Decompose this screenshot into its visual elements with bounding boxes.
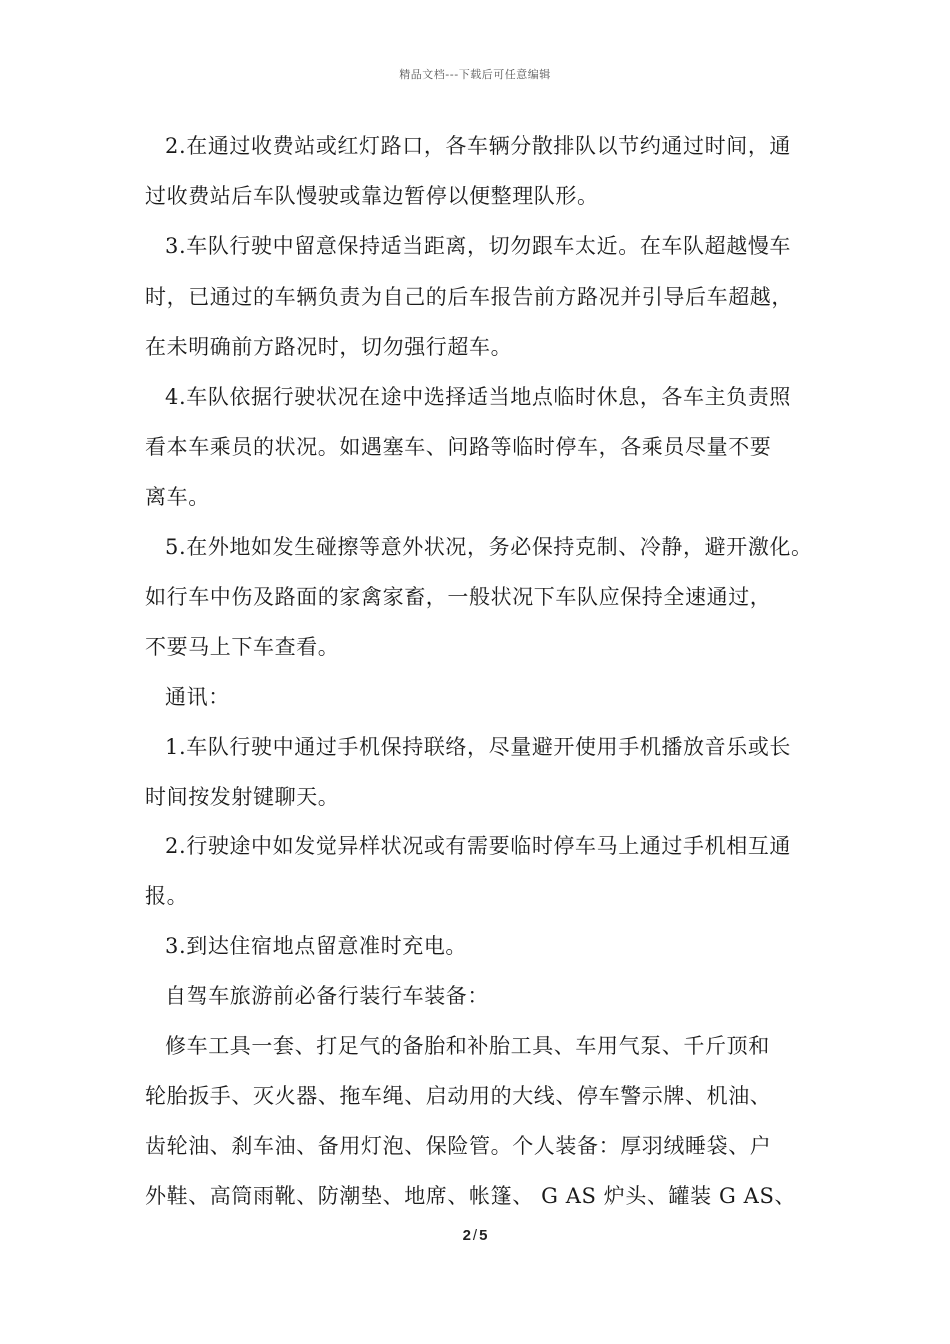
body-line: 2.行驶途中如发觉异样状况或有需要临时停车马上通过手机相互通 — [165, 834, 792, 858]
body-line: 2.在通过收费站或红灯路口，各车辆分散排队以节约通过时间，通 — [165, 134, 792, 158]
total-pages: 5 — [479, 1227, 488, 1244]
body-line: 看本车乘员的状况。如遇塞车、问路等临时停车，各乘员尽量不要 — [145, 435, 772, 459]
section-heading: 自驾车旅游前必备行装行车装备： — [165, 984, 489, 1008]
body-line: 报。 — [145, 884, 189, 908]
page-separator: / — [472, 1227, 478, 1244]
body-line: 3.到达住宿地点留意准时充电。 — [165, 934, 468, 958]
page-number — [0, 1227, 950, 1244]
body-line: 在未明确前方路况时，切勿强行超车。 — [145, 335, 513, 359]
body-line: 时间按发射键聊天。 — [145, 785, 340, 809]
body-line: 时，已通过的车辆负责为自己的后车报告前方路况并引导后车超越， — [145, 285, 793, 309]
body-line: 不要马上下车查看。 — [145, 635, 340, 659]
body-line: 1.车队行驶中通过手机保持联络，尽量避开使用手机播放音乐或长 — [165, 735, 792, 759]
body-line: 如行车中伤及路面的家禽家畜，一般状况下车队应保持全速通过， — [145, 585, 772, 609]
body-line: 齿轮油、刹车油、备用灯泡、保险管。个人装备：厚羽绒睡袋、户 — [145, 1134, 772, 1158]
page-header: 精品文档---下载后可任意编辑 — [399, 68, 551, 81]
body-line: 过收费站后车队慢驶或靠边暂停以便整理队形。 — [145, 184, 599, 208]
body-line: 轮胎扳手、灭火器、拖车绳、启动用的大线、停车警示牌、机油、 — [145, 1084, 772, 1108]
section-heading: 通讯： — [165, 685, 230, 709]
body-line: 4.车队依据行驶状况在途中选择适当地点临时休息，各车主负责照 — [165, 385, 792, 409]
body-line: 离车。 — [145, 485, 210, 509]
body-line: 外鞋、高筒雨靴、防潮垫、地席、帐篷、 G AS 炉头、罐装 G AS、 — [145, 1184, 797, 1208]
body-line: 5.在外地如发生碰擦等意外状况，务必保持克制、冷静，避开激化。 — [165, 535, 813, 559]
body-line: 3.车队行驶中留意保持适当距离，切勿跟车太近。在车队超越慢车 — [165, 234, 792, 258]
body-line: 修车工具一套、打足气的备胎和补胎工具、车用气泵、千斤顶和 — [165, 1034, 770, 1058]
current-page: 2 — [462, 1227, 471, 1244]
